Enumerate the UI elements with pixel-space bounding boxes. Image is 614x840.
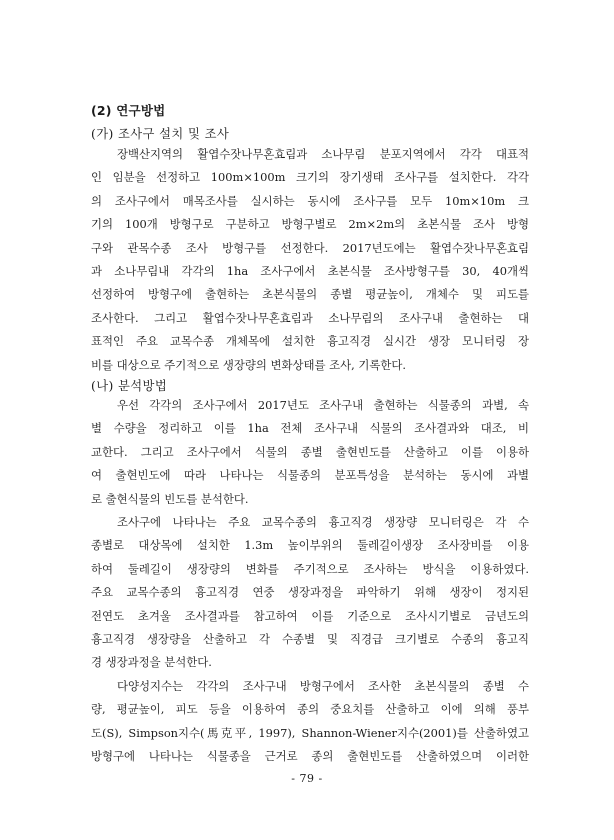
text-line: 조사한다. 그리고 활엽수잣나무혼효림과 소나무림의 조사구내 출현하는 대 (91, 310, 529, 325)
text-line: 인 임분을 선정하고 100m×100m 크기의 장기생태 조사구를 설치한다. 각각 (91, 170, 529, 185)
paragraph-analysis-diversity (91, 675, 529, 769)
page-number: - 79 - (291, 772, 323, 785)
text-line: 주요 교목수종의 흉고직경 연중 생장과정을 파악하기 위해 생장이 정지된 (91, 585, 529, 600)
text-line: 선정하여 방형구에 출현하는 초본식물의 종별 평균높이, 개체수 및 피도를 (91, 287, 529, 302)
text-line: 기의 100개 방형구로 구분하고 방형구별로 2m×2m의 초본식물 조사 방형 (91, 217, 529, 232)
text-line: 표적인 주요 교목수종 개체목에 설치한 흉고직경 실시간 생장 모니터링 장 (91, 334, 529, 349)
text-line: 장백산지역의 활엽수잣나무혼효림과 소나무림 분포지역에서 각각 대표적 (117, 147, 529, 161)
text-line: 별 수량을 정리하고 이를 1ha 전체 조사구내 식물의 조사결과와 대조, 비 (91, 421, 529, 436)
text-line: 전연도 초겨울 조사결과를 참고하여 이를 기준으로 조사시기별로 금년도의 (91, 608, 529, 623)
text-line: 과 소나무림내 각각의 1ha 조사구에서 초본식물 조사방형구를 30, 40개씩 (91, 263, 529, 278)
section-heading: (2) 연구방법 (91, 103, 166, 118)
text-line: 도(S), Simpson지수(馬克平, 1997), Shannon-Wiener지수(2001)를 산출하였고 (91, 725, 529, 740)
text-line: 량, 평균높이, 피도 등을 이용하여 종의 중요치를 산출하고 이에 의해 풍부 (91, 702, 529, 717)
text-line: 구와 관목수종 조사 방형구를 선정한다. 2017년도에는 활엽수잣나무혼효림 (91, 240, 529, 255)
text-line: 방형구에 나타나는 식물종을 근거로 종의 출현빈도를 산출하였으며 이러한 (91, 749, 529, 764)
text-line: 하여 둘레길이 생장량의 변화를 주기적으로 조사하는 방식을 이용하였다. (91, 561, 529, 576)
text-line: 다양성지수는 각각의 조사구내 방형구에서 조사한 초본식물의 종별 수 (117, 679, 529, 693)
text-line: 조사구에 나타나는 주요 교목수종의 흉고직경 생장량 모니터링은 각 수 (117, 515, 529, 529)
paragraph-analysis-species (91, 394, 529, 511)
subsection-title-survey: (가) 조사구 설치 및 조사 (91, 127, 230, 141)
text-line: 우선 각각의 조사구에서 2017년도 조사구내 출현하는 식물종의 과별, 속 (117, 398, 529, 412)
text-line: 로 출현식물의 빈도를 분석한다. (91, 491, 249, 506)
text-line: 의 조사구에서 매목조사를 실시하는 동시에 조사구를 모두 10m×10m 크 (91, 193, 529, 208)
paragraph-survey-setup (91, 143, 529, 377)
text-line: 종별로 대상목에 설치한 1.3m 높이부위의 둘레길이생장 조사장비를 이용 (91, 538, 529, 553)
text-line: 경 생장과정을 분석한다. (91, 655, 212, 670)
text-line: 흉고직경 생장량을 산출하고 각 수종별 및 직경급 크기별로 수종의 흉고직 (91, 631, 529, 646)
paragraph-analysis-growth (91, 511, 529, 675)
text-line: 여 출현빈도에 따라 나타나는 식물종의 분포특성을 분석하는 동시에 과별 (91, 468, 529, 483)
text-line: 교한다. 그리고 조사구에서 식물의 종별 출현빈도를 산출하고 이를 이용하 (91, 444, 529, 459)
subsection-title-analysis: (나) 분석방법 (91, 379, 168, 393)
text-line: 비를 대상으로 주기적으로 생장량의 변화상태를 조사, 기록한다. (91, 357, 407, 372)
